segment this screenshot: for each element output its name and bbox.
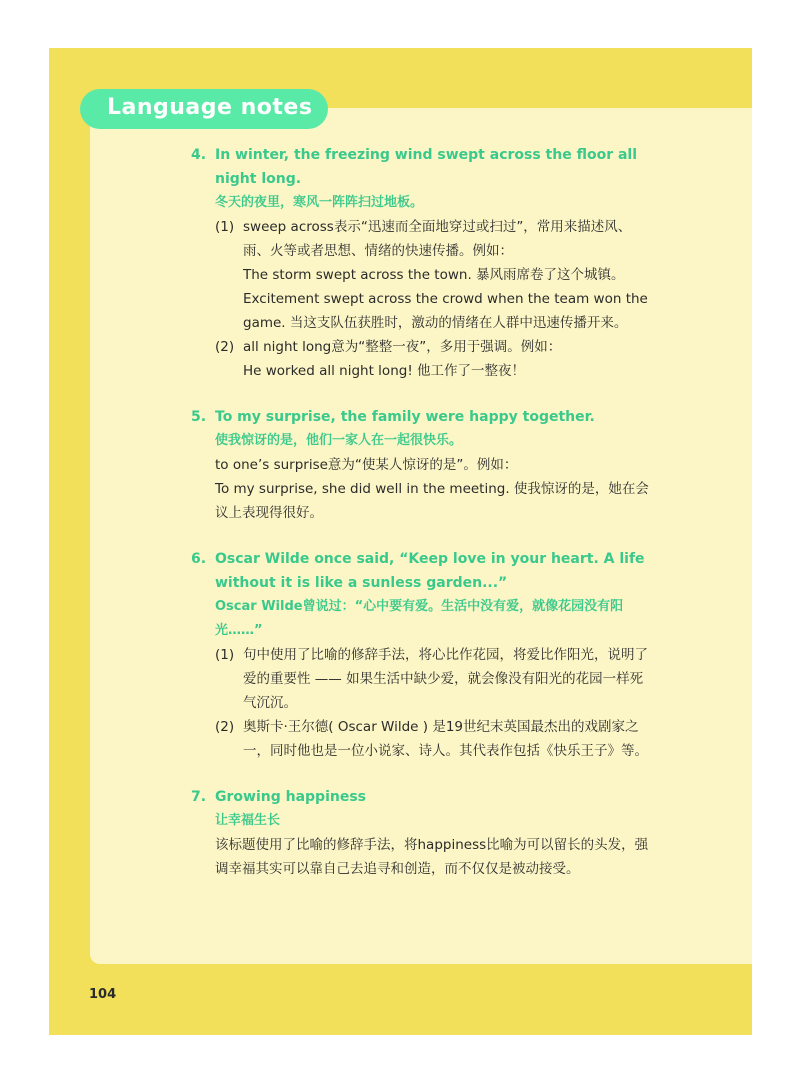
- sub-note: [191, 715, 651, 763]
- sub-note-marker: (1): [215, 219, 235, 235]
- note-number: 7.: [191, 789, 207, 805]
- note-chinese-translation: 让幸福生长: [215, 813, 281, 828]
- note-english-sentence: In winter, the freezing wind swept across the floor all night long.: [215, 147, 638, 187]
- note-chinese-translation: 冬天的夜里，寒风一阵阵扫过地板。: [215, 195, 424, 210]
- sub-note: [191, 335, 651, 383]
- note-5: [191, 405, 651, 525]
- sub-note-marker: (2): [215, 339, 235, 355]
- sub-note: [191, 215, 651, 335]
- example-sentence: To my surprise, she did well in the meeting. 使我惊讶的是，她在会议上表现得很好。: [215, 481, 649, 521]
- sub-note-text: all night long意为“整整一夜”，多用于强调。例如：: [243, 339, 562, 355]
- sub-note-text: 句中使用了比喻的修辞手法，将心比作花园，将爱比作阳光，说明了爱的重要性 —— 如果生活中缺少爱，就会像没有阳光的花园一样死气沉沉。: [243, 647, 648, 711]
- example-sentence: He worked all night long! 他工作了一整夜！: [243, 363, 526, 379]
- sub-note-text: sweep across表示“迅速而全面地穿过或扫过”，常用来描述风、雨、火等或者思想、情绪的快速传播。例如：: [243, 219, 632, 259]
- notes-content: [191, 143, 651, 881]
- page-number: 104: [89, 987, 117, 1002]
- example-sentence: Excitement swept across the crowd when the team won the game. 当这支队伍获胜时，激动的情绪在人群中迅速传播开来。: [243, 291, 648, 331]
- note-number: 6.: [191, 551, 207, 567]
- sub-note-marker: (1): [215, 647, 235, 663]
- sub-note-text: 奥斯卡·王尔德( Oscar Wilde ) 是19世纪末英国最杰出的戏剧家之一，同时他也是一位小说家、诗人。其代表作包括《快乐王子》等。: [243, 719, 648, 759]
- note-chinese-translation: 使我惊讶的是，他们一家人在一起很快乐。: [215, 433, 463, 448]
- note-4: [191, 143, 651, 383]
- note-english-sentence: Growing happiness: [215, 789, 366, 805]
- note-text: 该标题使用了比喻的修辞手法，将happiness比喻为可以留长的头发，强调幸福其实可以靠自己去追寻和创造，而不仅仅是被动接受。: [215, 837, 649, 877]
- note-english-sentence: To my surprise, the family were happy together.: [215, 409, 595, 425]
- note-number: 5.: [191, 409, 207, 425]
- note-7: [191, 785, 651, 881]
- sub-note-marker: (2): [215, 719, 235, 735]
- note-chinese-translation: Oscar Wilde曾说过：“心中要有爱。生活中没有爱，就像花园没有阳光……”: [215, 599, 624, 638]
- note-text: to one’s surprise意为“使某人惊讶的是”。例如：: [215, 457, 518, 473]
- sub-note: [191, 643, 651, 715]
- example-sentence: The storm swept across the town. 暴风雨席卷了这个城镇。: [243, 267, 625, 283]
- note-english-sentence: Oscar Wilde once said, “Keep love in your heart. A life without it is like a sunless garden...”: [215, 551, 645, 591]
- section-title: Language notes: [107, 95, 313, 120]
- note-number: 4.: [191, 147, 207, 163]
- note-6: [191, 547, 651, 763]
